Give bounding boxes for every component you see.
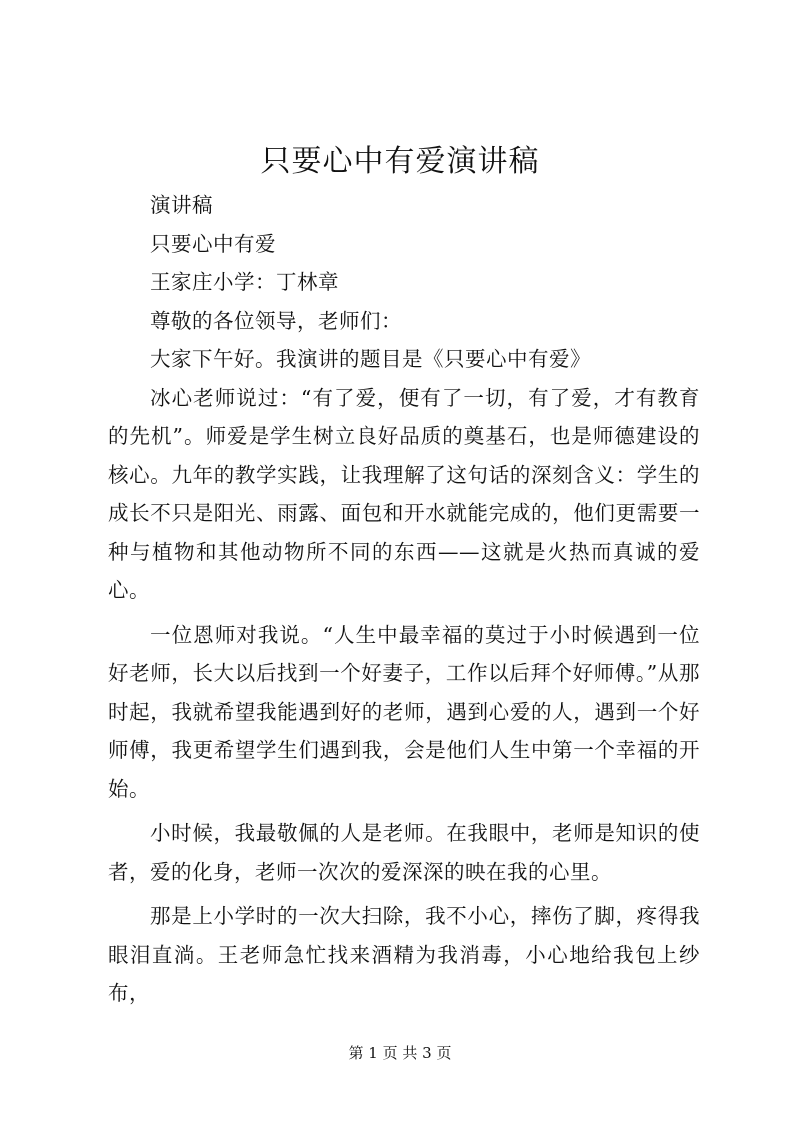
paragraph-label: 演讲稿: [150, 193, 214, 217]
paragraph-author: 王家庄小学：丁林章: [150, 270, 340, 294]
document-body: [108, 186, 700, 1013]
paragraph-greeting: 大家下午好。我演讲的题目是《只要心中有爱》: [150, 347, 592, 371]
paragraph-body: 那是上小学时的一次大扫除，我不小心，摔伤了脚，疼得我眼泪直淌。王老师急忙找来酒精为我消毒，小心地给我包上纱布，: [108, 904, 700, 1005]
paragraph-subtitle: 只要心中有爱: [150, 231, 277, 256]
paragraph-salutation: 尊敬的各位领导，老师们：: [150, 308, 403, 333]
paragraph-body: 小时候，我最敬佩的人是老师。在我眼中，老师是知识的使者，爱的化身，老师一次次的爱深深的映在我的心里。: [108, 821, 700, 884]
paragraph-body: 一位恩师对我说。“人生中最幸福的莫过于小时候遇到一位好老师，长大以后找到一个好妻子，工作以后拜个好师傅。”从那时起，我就希望我能遇到好的老师，遇到心爱的人，遇到一个好师傅，我更希望学生们遇到我，会是他们人生中第一个幸福的开始。: [108, 622, 700, 801]
paragraph-body: 冰心老师说过：“有了爱，便有了一切，有了爱，才有教育的先机”。师爱是学生树立良好品质的奠基石，也是师德建设的核心。九年的教学实践，让我理解了这句话的深刻含义：学生的成长不只是阳光、雨露、面包和开水就能完成的，他们更需要一种与植物和其他动物所不同的东西——这就是火热而真诚的爱心。: [108, 385, 700, 602]
page-footer: 第 1 页 共 3 页: [348, 1044, 452, 1062]
document-title: 只要心中有爱演讲稿: [260, 144, 540, 179]
